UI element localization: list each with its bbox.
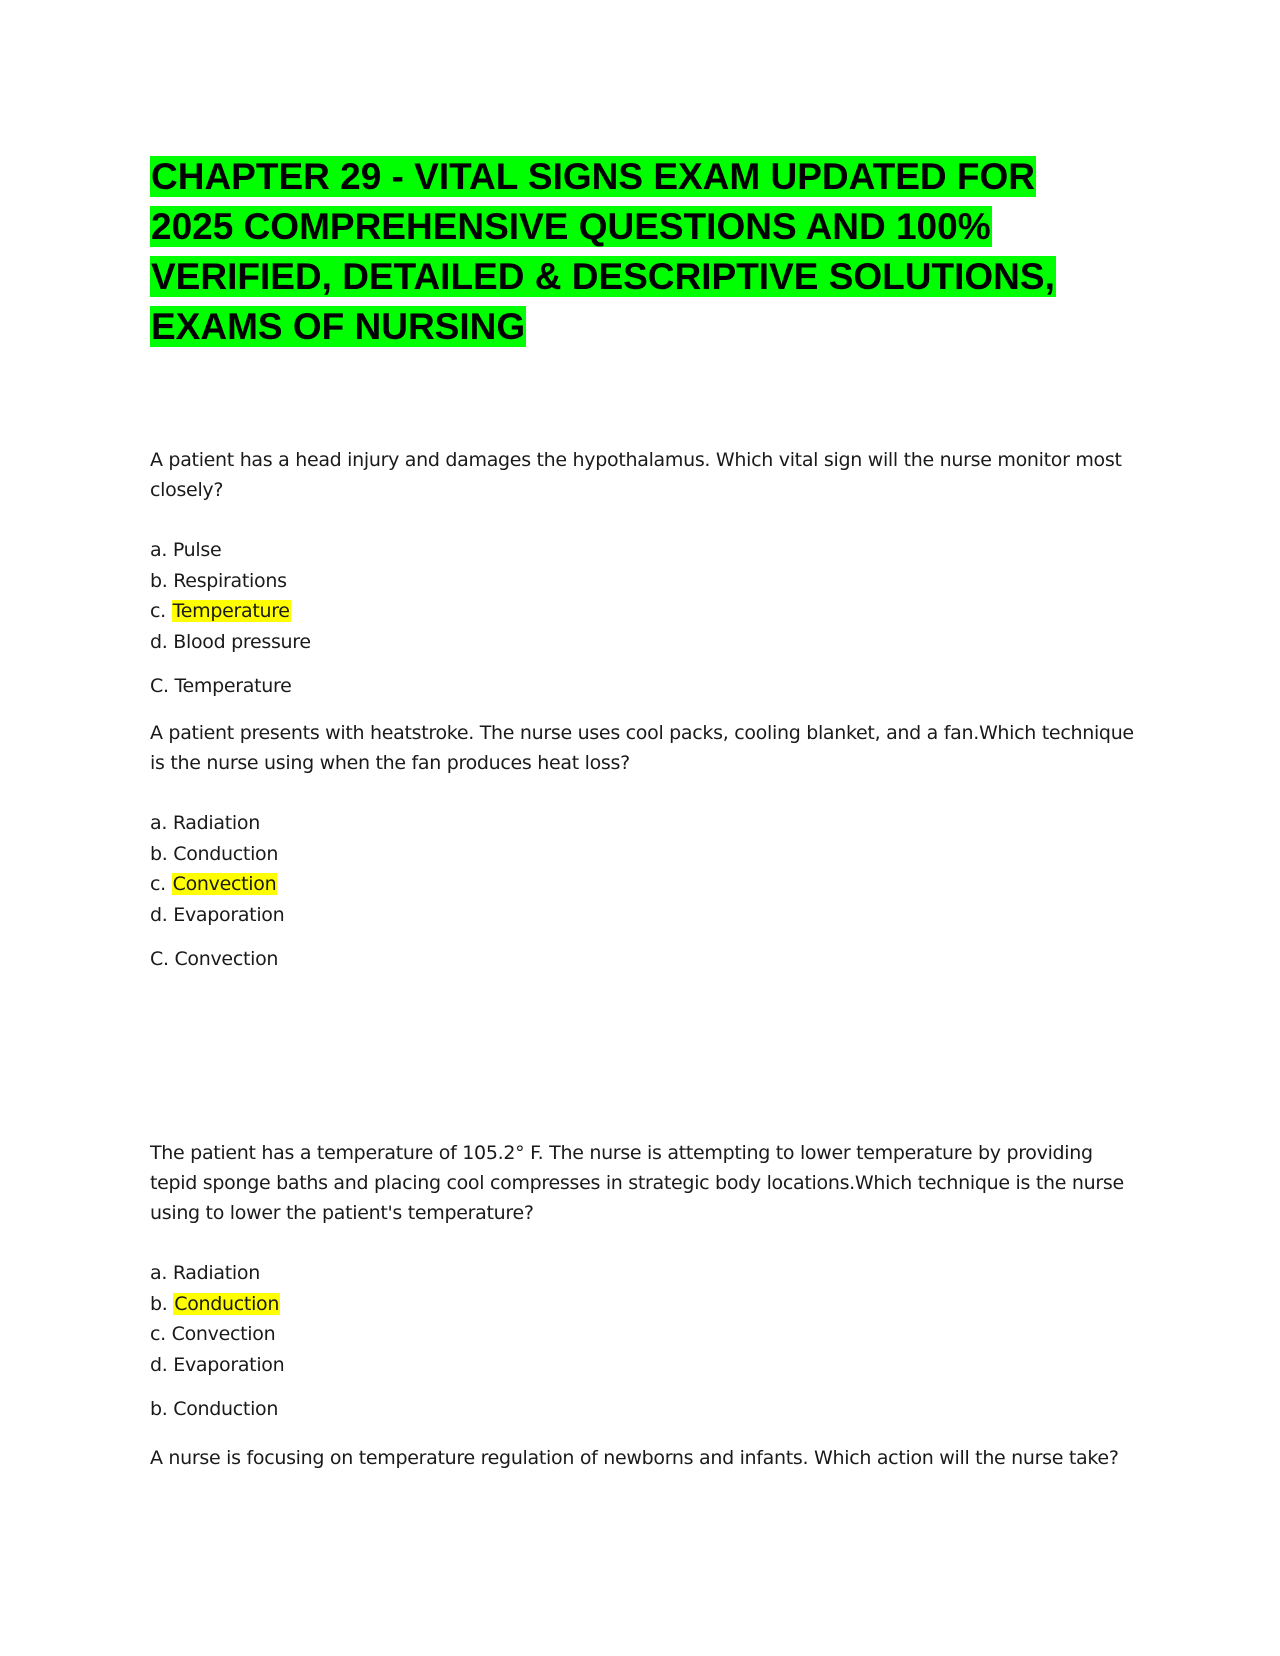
option-a (150, 535, 1140, 566)
option-d (150, 900, 1140, 931)
title-line: CHAPTER 29 - VITAL SIGNS EXAM UPDATED FOR (151, 156, 1035, 197)
document-title (150, 152, 1110, 352)
options-list (150, 808, 1140, 930)
question-3 (150, 1138, 1140, 1424)
option-c (150, 869, 1140, 900)
option-c (150, 1319, 1140, 1350)
option-prefix: b. (150, 842, 174, 865)
option-prefix: a. (150, 1262, 173, 1284)
option-label: Conduction (173, 842, 279, 865)
question-text: A patient presents with heatstroke. The nurse uses cool packs, cooling blanket, and a fan.Which technique is the nurse using when the fan produces heat loss? (150, 722, 1134, 774)
answer-line: C. Temperature (150, 675, 292, 697)
question-4 (150, 1443, 1140, 1473)
title-line: 2025 COMPREHENSIVE QUESTIONS AND 100% (151, 206, 991, 247)
answer-line: b. Conduction (150, 1398, 279, 1420)
option-prefix: a. (150, 812, 173, 834)
title-line: EXAMS OF NURSING (151, 306, 526, 347)
question-text: A patient has a head injury and damages the hypothalamus. Which vital sign will the nurse monitor most closely? (150, 449, 1122, 501)
option-label: Radiation (172, 1262, 260, 1284)
option-a (150, 1258, 1140, 1289)
option-d (150, 627, 1140, 658)
question-1 (150, 445, 1140, 701)
question-text: A nurse is focusing on temperature regulation of newborns and infants. Which action will the nurse take? (150, 1447, 1119, 1469)
option-label: Radiation (172, 812, 260, 834)
option-b (150, 839, 1140, 870)
option-label: Evaporation (173, 1353, 285, 1376)
answer-line: C. Convection (150, 948, 279, 970)
option-label: Evaporation (173, 903, 285, 926)
option-label: Respirations (173, 569, 287, 592)
question-2 (150, 718, 1140, 974)
options-list (150, 1258, 1140, 1380)
option-c (150, 596, 1140, 627)
option-prefix: d. (150, 630, 174, 653)
option-b (150, 1289, 1140, 1320)
option-label: Pulse (172, 539, 222, 561)
option-label: Convection (171, 1323, 276, 1345)
highlighted-answer-option: Conduction (174, 1292, 280, 1315)
option-d (150, 1350, 1140, 1381)
options-list (150, 535, 1140, 657)
option-prefix: c. (150, 1323, 172, 1345)
option-label: Blood pressure (173, 630, 311, 653)
option-prefix: c. (150, 600, 172, 622)
option-prefix: b. (150, 1292, 174, 1315)
option-prefix: d. (150, 903, 174, 926)
option-prefix: d. (150, 1353, 174, 1376)
highlighted-answer-option: Temperature (172, 600, 290, 622)
option-prefix: c. (150, 873, 172, 895)
option-prefix: b. (150, 569, 174, 592)
option-b (150, 566, 1140, 597)
highlighted-answer-option: Convection (172, 873, 277, 895)
option-prefix: a. (150, 539, 173, 561)
question-text: The patient has a temperature of 105.2° F. The nurse is attempting to lower temperature by providing tepid sponge baths and placing cool compresses in strategic body locations.Which technique is the nurse using to lower the patient's temperature? (150, 1142, 1124, 1224)
option-a (150, 808, 1140, 839)
title-line: VERIFIED, DETAILED & DESCRIPTIVE SOLUTIONS, (151, 256, 1055, 297)
